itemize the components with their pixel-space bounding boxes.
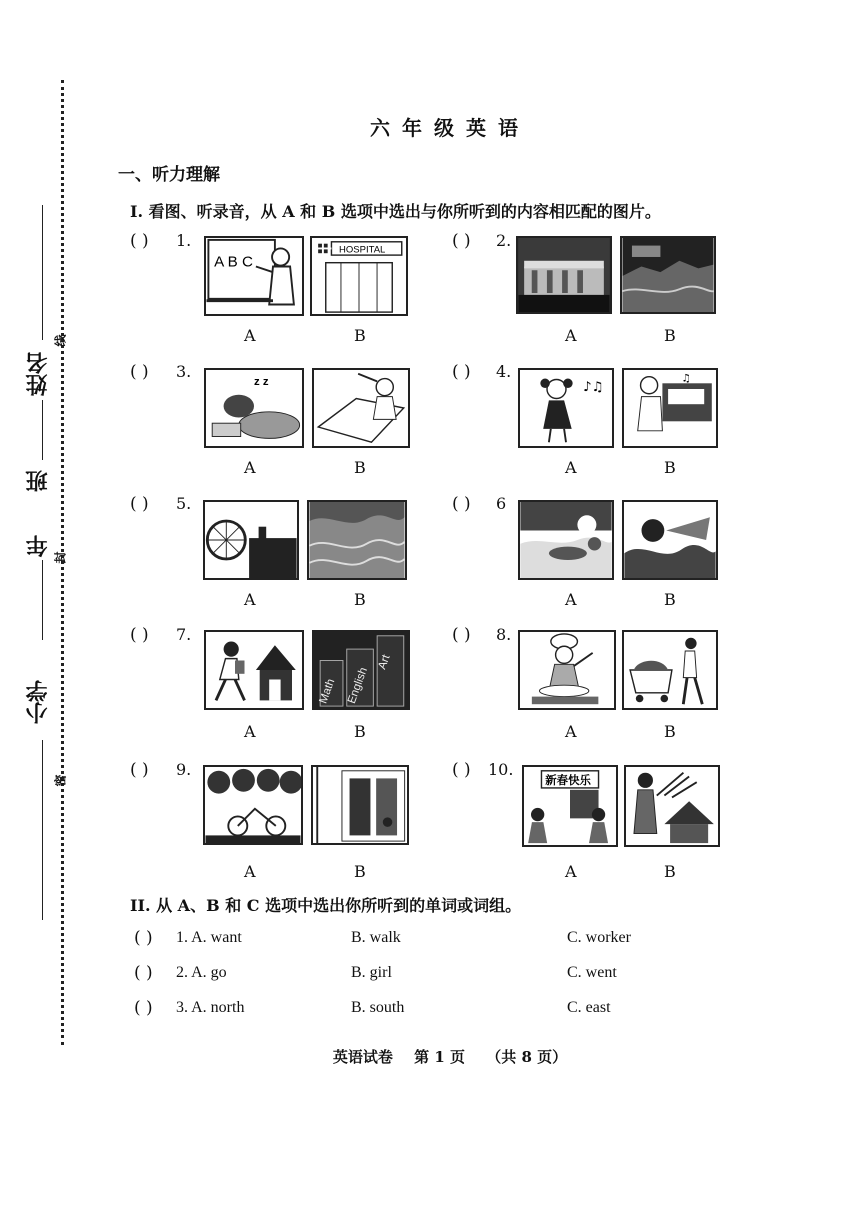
q2-picture-b[interactable] bbox=[620, 236, 716, 314]
class-label: 班 bbox=[25, 470, 51, 492]
option-a-label: A bbox=[565, 326, 577, 345]
answer-blank[interactable]: ( ) bbox=[130, 362, 149, 382]
q7b-book-art: Art bbox=[376, 653, 393, 672]
option-a: 1. A. want bbox=[176, 929, 242, 946]
answer-blank[interactable]: ( ) bbox=[130, 760, 149, 780]
option-a: 2. A. go bbox=[176, 964, 227, 981]
q5-picture-b[interactable] bbox=[307, 500, 407, 580]
page-title: 六年级英语 bbox=[370, 116, 530, 140]
answer-blank[interactable]: ( ) bbox=[452, 494, 471, 514]
answer-blank[interactable]: ( ) bbox=[134, 963, 153, 983]
option-b-label: B bbox=[354, 862, 366, 881]
page-footer bbox=[0, 1046, 860, 1067]
q3-picture-a[interactable] bbox=[204, 368, 304, 448]
q8-picture-a[interactable] bbox=[518, 630, 616, 710]
q4-picture-a[interactable] bbox=[518, 368, 614, 448]
option-c: C. worker bbox=[567, 929, 631, 946]
music-note-icon: ♫ bbox=[681, 372, 691, 385]
option-a: 3. A. north bbox=[176, 999, 245, 1016]
question-number: 10. bbox=[488, 760, 514, 779]
answer-blank[interactable]: ( ) bbox=[130, 231, 149, 251]
question-number: 3. bbox=[176, 362, 192, 381]
footer-page-number: 第 1 页 bbox=[414, 1048, 465, 1066]
q10-picture-b[interactable] bbox=[624, 765, 720, 847]
name-label: 姓名 bbox=[25, 352, 51, 396]
option-b-label: B bbox=[354, 722, 366, 741]
q7b-book-english: English bbox=[345, 666, 370, 706]
question-number: 9. bbox=[176, 760, 192, 779]
q7-picture-a[interactable] bbox=[204, 630, 304, 710]
question-number: 4. bbox=[496, 362, 512, 381]
grade-write-line bbox=[42, 560, 43, 640]
q8-picture-b[interactable] bbox=[622, 630, 718, 710]
option-b-label: B bbox=[354, 590, 366, 609]
q9-picture-a[interactable] bbox=[203, 765, 303, 845]
option-b-label: B bbox=[664, 862, 676, 881]
option-b: B. walk bbox=[351, 929, 401, 946]
question-number: 7. bbox=[176, 625, 192, 644]
q10a-banner-text: 新春快乐 bbox=[545, 773, 591, 788]
q2-picture-a[interactable] bbox=[516, 236, 612, 314]
q1-picture-a[interactable] bbox=[204, 236, 304, 316]
q10-picture-a[interactable] bbox=[522, 765, 618, 847]
footer-paper-name: 英语试卷 bbox=[332, 1048, 393, 1066]
option-b-label: B bbox=[354, 458, 366, 477]
option-b-label: B bbox=[664, 326, 676, 345]
part2-instruction: II. 从 A、B 和 C 选项中选出你所听到的单词或词组。 bbox=[130, 896, 522, 915]
q6-picture-b[interactable] bbox=[622, 500, 718, 580]
option-b-label: B bbox=[664, 458, 676, 477]
question-number: 8. bbox=[496, 625, 512, 644]
answer-blank[interactable]: ( ) bbox=[130, 625, 149, 645]
part1-instruction: I. 看图、听录音，从 A 和 B 选项中选出与你所听到的内容相匹配的图片。 bbox=[130, 202, 661, 221]
q3-picture-b[interactable] bbox=[312, 368, 410, 448]
option-b: B. girl bbox=[351, 964, 392, 981]
answer-blank[interactable]: ( ) bbox=[452, 231, 471, 251]
question-number: 1. bbox=[176, 231, 192, 250]
q1a-board-text: A B C bbox=[214, 253, 253, 271]
answer-blank[interactable]: ( ) bbox=[130, 494, 149, 514]
q5-picture-a[interactable] bbox=[203, 500, 299, 580]
option-a-label: A bbox=[244, 458, 256, 477]
option-b-label: B bbox=[664, 722, 676, 741]
q7b-book-math: Math bbox=[317, 677, 338, 706]
q9-picture-b[interactable] bbox=[311, 765, 409, 845]
question-number: 5. bbox=[176, 494, 192, 513]
answer-blank[interactable]: ( ) bbox=[134, 928, 153, 948]
option-a-label: A bbox=[244, 722, 256, 741]
option-c: C. went bbox=[567, 964, 617, 981]
q4-picture-b[interactable] bbox=[622, 368, 718, 448]
option-a-label: A bbox=[244, 326, 256, 345]
option-b-label: B bbox=[354, 326, 366, 345]
answer-blank[interactable]: ( ) bbox=[134, 998, 153, 1018]
question-number: 2. bbox=[496, 231, 512, 250]
class-write-line bbox=[42, 400, 43, 460]
q3a-snore-text: z z bbox=[254, 376, 269, 389]
answer-blank[interactable]: ( ) bbox=[452, 362, 471, 382]
footer-total-pages: （共 8 页） bbox=[486, 1048, 568, 1066]
option-b: B. south bbox=[351, 999, 405, 1016]
q1b-sign-text: HOSPITAL bbox=[339, 244, 386, 256]
school-label: 小学 bbox=[25, 680, 51, 724]
option-c: C. east bbox=[567, 999, 611, 1016]
seal-mark-seal: 封 bbox=[53, 551, 68, 564]
option-a-label: A bbox=[565, 862, 577, 881]
grade-label: 年 bbox=[25, 535, 51, 557]
option-a-label: A bbox=[244, 590, 256, 609]
seal-mark-line: 线 bbox=[53, 334, 68, 347]
question-number: 6 bbox=[496, 494, 507, 513]
q6-picture-a[interactable] bbox=[518, 500, 614, 580]
section-heading: 一、听力理解 bbox=[118, 165, 220, 185]
answer-blank[interactable]: ( ) bbox=[452, 625, 471, 645]
name-write-line bbox=[42, 205, 43, 340]
q7-picture-b[interactable] bbox=[312, 630, 410, 710]
option-a-label: A bbox=[565, 722, 577, 741]
school-write-line bbox=[42, 740, 43, 920]
option-a-label: A bbox=[244, 862, 256, 881]
seal-mark-secret: 密 bbox=[53, 774, 68, 787]
answer-blank[interactable]: ( ) bbox=[452, 760, 471, 780]
q1-picture-b[interactable] bbox=[310, 236, 408, 316]
music-note-icon: ♪♫ bbox=[583, 379, 604, 395]
option-a-label: A bbox=[565, 590, 577, 609]
option-b-label: B bbox=[664, 590, 676, 609]
option-a-label: A bbox=[565, 458, 577, 477]
